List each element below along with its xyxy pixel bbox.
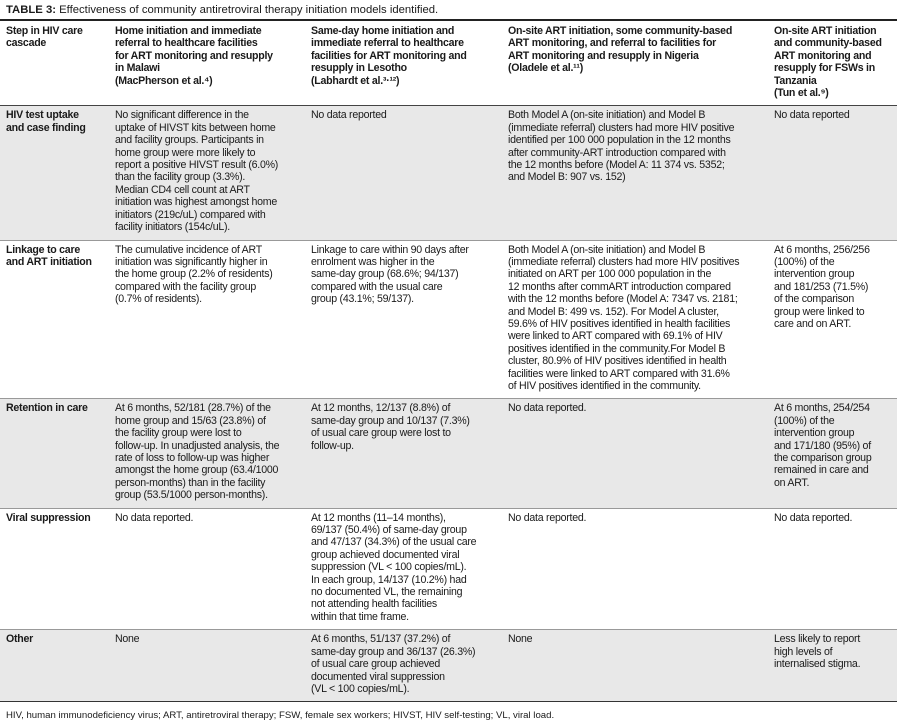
cell: At 6 months, 52/181 (28.7%) of the home group and 15/63 (23.8%) of the facility group were lost to follow-up. In unadjusted analysis, the rate of loss to follow-up was higher amongst the home group (63.4/1000 person-months) than in the facility group (53.5/1000 person-months). [115,402,280,502]
header-nigeria: On-site ART initiation, some community-based ART monitoring, and referral to facilities for ART monitoring and resupply in Nigeria (Oladele et al.¹¹) [508,25,733,75]
cell: At 6 months, 256/256 (100%) of the intervention group and 181/253 (71.5%) of the comparison group were linked to care and on ART. [774,243,870,330]
header-malawi: Home initiation and immediate referral to healthcare facilities for ART monitoring and resupply in Malawi (MacPherson et al.⁴) [115,25,273,87]
cell: No data reported. [508,511,587,524]
cell: At 6 months, 254/254 (100%) of the intervention group and 171/180 (95%) of the comparison group remained in care and on ART. [774,402,872,489]
header-lesotho: Same-day home initiation and immediate referral to healthcare facilities for ART monitoring and resupply in Lesotho (Labhardt et al.³·¹²) [311,25,467,87]
cell: No data reported. [115,511,194,524]
header-row [0,20,897,106]
table-footnote: HIV, human immunodeficiency virus; ART, antiretroviral therapy; FSW, female sex workers; HIVST, HIV self-testing; VL, viral load. [6,710,555,722]
table-row [0,240,897,399]
cell: No data reported. [774,511,853,524]
cell: The cumulative incidence of ART initiation was significantly higher in the home group (2.2% of residents) compared with the facility group (0.7% of residents). [115,243,273,306]
table-label: TABLE 3: [6,4,56,16]
row-step: Retention in care [6,402,88,415]
table-row [0,630,897,702]
cell: None [508,633,533,646]
table-title: Effectiveness of community antiretroviral therapy initiation models identified. [56,4,439,16]
cell: No significant difference in the uptake of HIVST kits between home and facility groups. Participants in home group were more likely to report a positive HIVST result (6.0%) than the facility group (3.3%). Median CD4 cell count at ART initiation was highest amongst home initiators (219c/uL) compared with facility initiators (154c/uL). [115,109,279,234]
cell: At 12 months (11–14 months), 69/137 (50.4%) of same-day group and 47/137 (34.3%) of the usual care group achieved documented viral suppression (VL < 100 copies/mL). In each group, 14/137 (10.2%) had no documented VL, the remaining not attending health facilities within that time frame. [311,511,477,623]
table-row [0,399,897,508]
table-row [0,508,897,630]
cell: No data reported [311,109,387,122]
cell: None [115,633,140,646]
row-step: Viral suppression [6,511,91,524]
cell: Linkage to care within 90 days after enrolment was higher in the same-day group (68.6%; 94/137) compared with the usual care group (43.1%; 59/137). [311,243,469,306]
row-step: Linkage to care and ART initiation [6,243,92,268]
row-step: HIV test uptake and case finding [6,109,86,134]
row-step: Other [6,633,34,646]
cell: Less likely to report high levels of internalised stigma. [774,633,861,671]
cell: No data reported [774,109,850,122]
cell: Both Model A (on-site initiation) and Model B (immediate referral) clusters had more HIV positives initiated on ART per 100 000 population in the 12 months after commART introduction compared with the 12 months before (Model A: 7347 vs. 2181; and Model B: 499 vs. 152). For Model A cluster, 59.6% of HIV positives identified in health facilities were linked to ART compared with 69.1% of HIV positives identified in the community.For Model B cluster, 80.9% of HIV positives identified in health facilities were linked to ART compared with 31.6% of HIV positives identified in the community. [508,243,740,392]
table-row [0,106,897,240]
header-step: Step in HIV care cascade [6,25,83,50]
cell: At 6 months, 51/137 (37.2%) of same-day group and 36/137 (26.3%) of usual care group achieved documented viral suppression (VL < 100 copies/mL). [311,633,476,695]
effectiveness-table [0,19,897,702]
cell: Both Model A (on-site initiation) and Model B (immediate referral) clusters had more HIV positive identified per 100 000 population in the 12 months after community-ART introduction compared with the 12 months before (Model A: 11 374 vs. 5352; and Model B: 907 vs. 152) [508,109,735,184]
header-tanzania: On-site ART initiation and community-based ART monitoring and resupply for FSWs in Tanzania (Tun et al.⁹) [774,25,882,100]
cell: No data reported. [508,402,587,415]
table-caption [0,0,897,19]
cell: At 12 months, 12/137 (8.8%) of same-day group and 10/137 (7.3%) of usual care group were lost to follow-up. [311,402,470,452]
